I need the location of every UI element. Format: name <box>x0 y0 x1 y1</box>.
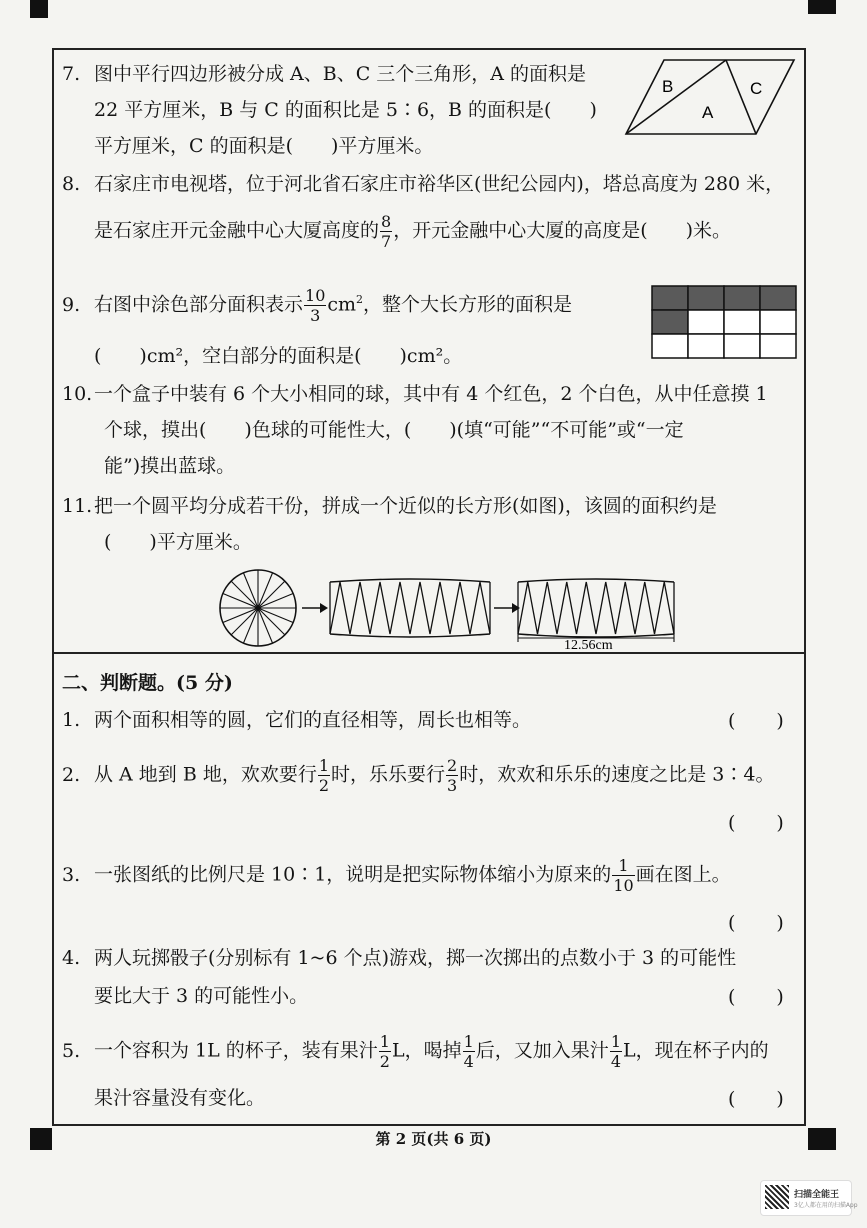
blank-cell <box>724 310 760 334</box>
question-10-line3: 能”)摸出蓝球。 <box>104 455 236 477</box>
judge-item-5-line2: 果汁容量没有变化。 <box>94 1087 266 1109</box>
blank-cell <box>760 310 796 334</box>
sector-line <box>258 608 285 635</box>
question-10-line2: 个球，摸出( )色球的可能性大，( )(填“可能”“不可能”或“一定 <box>104 419 684 441</box>
arrow-head-icon <box>512 603 520 613</box>
blank-cell <box>760 334 796 358</box>
question-10: 10.一个盒子中装有 6 个大小相同的球，其中有 4 个红色，2 个白色，从中任意摸 1 <box>62 380 768 408</box>
question-number: 9. <box>62 293 81 316</box>
shaded-cell <box>652 286 688 310</box>
sector-line <box>231 581 258 608</box>
registration-mark-top-left <box>30 0 48 18</box>
triangle-label-c: C <box>750 79 763 98</box>
question-11: 11.把一个圆平均分成若干份，拼成一个近似的长方形(如图)，该圆的面积约是 <box>62 492 717 520</box>
question-7-line2: 22 平方厘米，B 与 C 的面积比是 5∶6，B 的面积是( ) <box>94 99 597 121</box>
section-title: 二、判断题。(5 分) <box>62 672 233 694</box>
fraction-8-7: $\frac{8}{7}$ <box>381 212 392 251</box>
triangle-label-a: A <box>702 103 714 122</box>
judge-item-3: 3. 一张图纸的比例尺是 10∶1，说明是把实际物体缩小为原来的 $\frac{1}{10}$ 画在图上。 <box>62 856 731 895</box>
sector-line <box>258 581 285 608</box>
shaded-cell <box>688 286 724 310</box>
question-11-line2: ( )平方厘米。 <box>104 531 252 553</box>
approx-rectangle-1 <box>330 582 490 634</box>
shaded-cell <box>724 286 760 310</box>
judge-item-4-line2: 要比大于 3 的可能性小。 <box>94 985 309 1007</box>
question-text: 图中平行四边形被分成 A、B、C 三个三角形，A 的面积是 <box>94 63 587 85</box>
arrow-head-icon <box>320 603 328 613</box>
question-9-line2: ( )cm²，空白部分的面积是( )cm²。 <box>94 345 463 367</box>
page-footer: 第 2 页(共 6 页) <box>375 1130 492 1148</box>
fraction-10-3: $\frac{10}{3}$ <box>305 286 326 325</box>
question-7-line3: 平方厘米，C 的面积是( )平方厘米。 <box>94 135 434 157</box>
question-number: 8. <box>62 173 81 195</box>
triangle-label-b: B <box>662 77 674 96</box>
scanner-watermark-badge: 扫描全能王 3亿人都在用的扫描App <box>760 1180 852 1216</box>
judge-item-5: 5. 一个容积为 1L 的杯子，装有果汁 $\frac{1}{2}$ L，喝掉 $\frac{1}{4}$ 后，又加入果汁 $\frac{1}{4}$ L，现在杯子内的 <box>62 1032 769 1071</box>
judge-item-4: 4. 两人玩掷骰子(分别标有 1~6 个点)游戏，掷一次掷出的点数小于 3 的可能性 <box>62 947 737 969</box>
question-7 <box>62 60 586 88</box>
judge-item-1: 1. 两个面积相等的圆，它们的直径相等，周长也相等。 <box>62 709 532 731</box>
blank-cell <box>688 334 724 358</box>
blank-cell <box>724 334 760 358</box>
question-9: 9. 右图中涂色部分面积表示 $\frac{10}{3}$ $cm^2$，整个大长方形的面积是 <box>62 286 573 325</box>
question-number: 10. <box>62 383 93 405</box>
rectangle-grid-figure <box>652 286 796 358</box>
approx-rectangle-1-edges <box>330 579 490 637</box>
blank-cell <box>652 334 688 358</box>
blank-cell <box>688 310 724 334</box>
question-number: 11. <box>62 495 93 517</box>
question-8: 8. 石家庄市电视塔，位于河北省石家庄市裕华区(世纪公园内)，塔总高度为 280 米， <box>62 170 784 198</box>
shaded-cell <box>652 310 688 334</box>
judge-item-2: 2. 从 A 地到 B 地，欢欢要行 $\frac{1}{2}$ 时，乐乐要行 $\frac{2}{3}$ 时，欢欢和乐乐的速度之比是 3∶4。 <box>62 756 775 795</box>
registration-mark-top-right <box>808 0 836 14</box>
answer-paren-1[interactable]: ( ) <box>728 710 785 732</box>
approx-rectangle-2-edges <box>518 579 674 637</box>
measure-label: 12.56cm <box>564 638 613 653</box>
answer-paren-4[interactable]: ( ) <box>728 986 785 1008</box>
answer-paren-3[interactable]: ( ) <box>728 912 785 934</box>
circle-sectors-figure <box>220 566 700 652</box>
section-divider <box>52 652 806 654</box>
shaded-cell <box>760 286 796 310</box>
parallelogram-figure <box>624 58 796 136</box>
question-number: 7. <box>62 63 81 85</box>
answer-paren-5[interactable]: ( ) <box>728 1088 785 1110</box>
approx-rectangle-2 <box>518 582 674 634</box>
qr-code-icon <box>765 1185 789 1209</box>
question-8-line2: 是石家庄开元金融中心大厦高度的 $\frac{8}{7}$ ，开元金融中心大厦的高度是( )米。 <box>94 212 732 251</box>
answer-paren-2[interactable]: ( ) <box>728 812 785 834</box>
sector-line <box>231 608 258 635</box>
